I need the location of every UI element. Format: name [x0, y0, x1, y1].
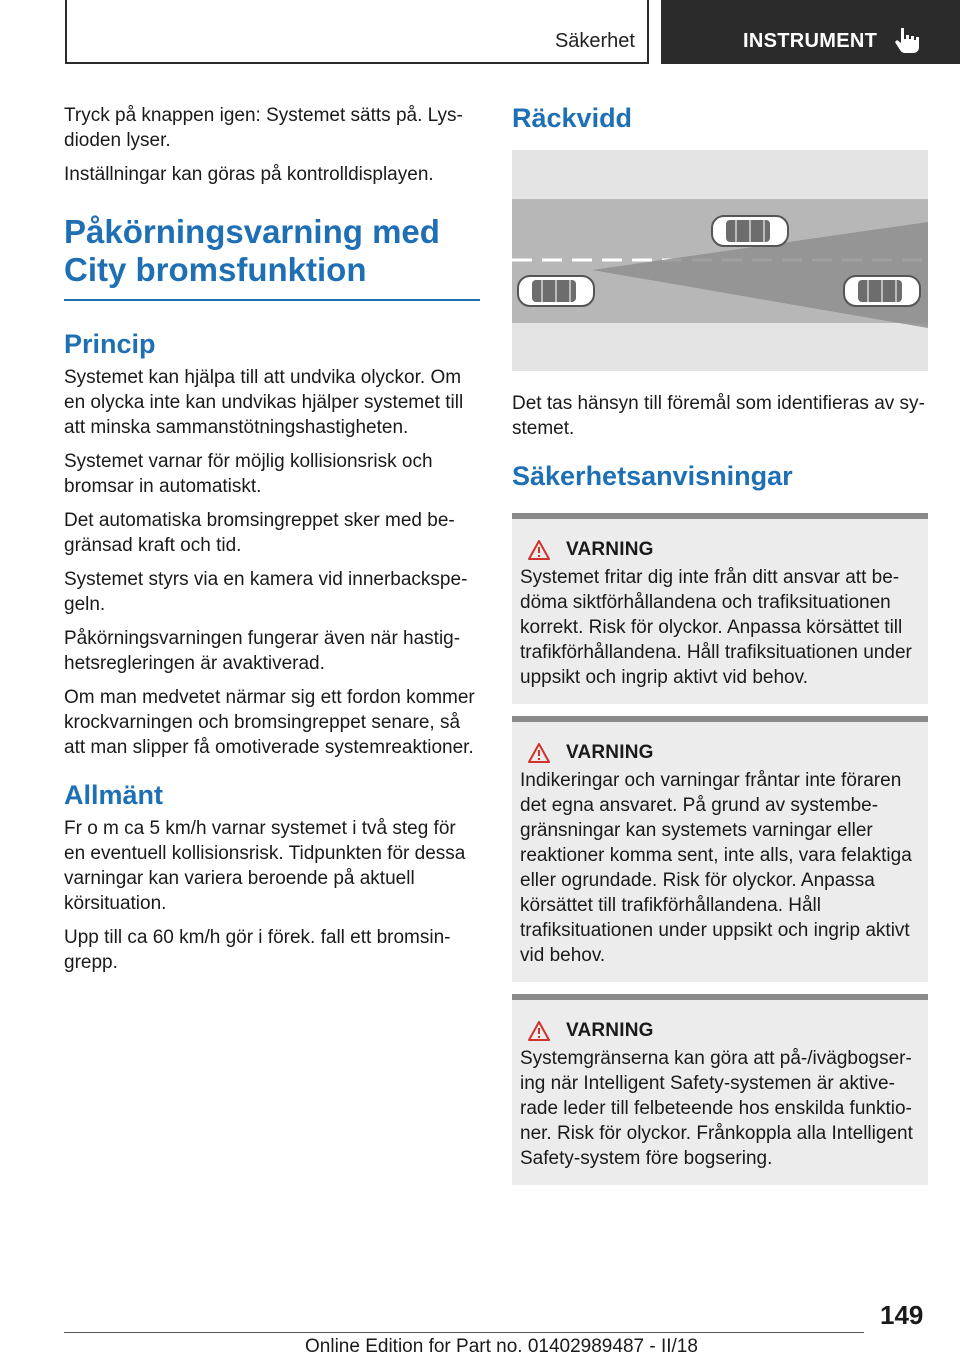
left-column [64, 103, 480, 984]
intro-paragraph: Inställningar kan göras på kontrolldisplayen. [64, 164, 434, 185]
illustration-caption: Det tas hänsyn till föremål som identifieras av systemet. [512, 393, 925, 439]
warning-box [512, 994, 928, 1185]
car-ego [518, 276, 594, 306]
page-number: 149 [880, 1300, 924, 1330]
warning-label: VARNING [566, 539, 654, 560]
car-oncoming [712, 216, 788, 246]
warning-triangle-icon [528, 540, 550, 560]
chapter-title: Påkörningsvarning med City bromsfunktion [64, 213, 440, 288]
footer-edition: Online Edition for Part no. 01402989487 - II/18 [305, 1336, 698, 1357]
princip-paragraph: Systemet kan hjälpa till att undvika olyckor. Om en olycka inte kan undvikas hjälper systemet till att minska sammanstötningshastigheten. [64, 367, 464, 438]
warning-text: Indikeringar och varningar fråntar inte föraren det egna ansvaret. På grund av systembegränsningar kan systemets varningar eller reaktioner komma sent, inte alls, vara felaktiga eller ogrundade. Risk för olyckor. Anpassa körsättet till trafikförhållandena. Håll trafiksituationen under uppsikt och ingrip aktivt vid behov. [520, 770, 912, 966]
warning-text: Systemgränserna kan göra att på-/ivägbogsering när Intelligent Safety-systemen är aktiverade leder till felbeteende hos enskilda funktioner. Risk för olyckor. Frånkoppla alla Intelligent Safety-system före bogsering. [520, 1048, 913, 1169]
princip-paragraph: Påkörningsvarningen fungerar även när hastighetsregleringen är avaktiverad. [64, 628, 461, 674]
warning-box [512, 716, 928, 982]
section-tab-label: Säkerhet [554, 30, 635, 52]
intro-paragraph: Tryck på knappen igen: Systemet sätts på. Lysdioden lyser. [64, 105, 463, 151]
car-ahead [844, 276, 920, 306]
rackvidd-heading: Räckvidd [512, 103, 633, 133]
range-illustration [512, 150, 928, 371]
warning-triangle-icon [528, 1021, 550, 1041]
princip-paragraph: Om man medvetet närmar sig ett fordon kommer krockvarningen och bromsingreppet senare, så att man slipper få omotiverade systemreaktioner. [64, 687, 475, 758]
princip-paragraph: Systemet varnar för möjlig kollisionsrisk och bromsar in automatiskt. [64, 451, 433, 497]
section-tab[interactable] [65, 0, 649, 64]
road-range-diagram [512, 150, 928, 371]
allmant-heading: Allmänt [64, 780, 164, 810]
warning-label: VARNING [566, 1020, 654, 1041]
warning-text: Systemet fritar dig inte från ditt ansvar att bedöma siktförhållandena och trafiksituationen korrekt. Risk för olyckor. Anpassa körsättet till trafikförhållandena. Håll trafiksituationen under uppsikt och ingrip aktivt vid behov. [520, 567, 912, 688]
chapter-tab-label: INSTRUMENT [743, 30, 878, 52]
right-column [512, 103, 928, 1197]
princip-paragraph: Systemet styrs via en kamera vid innerbackspegeln. [64, 569, 468, 615]
safety-heading: Säkerhetsanvisningar [512, 461, 793, 491]
princip-paragraph: Det automatiska bromsingreppet sker med begränsad kraft och tid. [64, 510, 455, 556]
warning-box [512, 513, 928, 704]
allmant-paragraph: Upp till ca 60 km/h gör i förek. fall ett bromsingrepp. [64, 927, 451, 973]
allmant-paragraph: Fr o m ca 5 km/h varnar systemet i två steg för en eventuell kollisionsrisk. Tidpunkten för dessa varningar kan variera beroende på aktuell körsituation. [64, 818, 466, 914]
chapter-title-rule [64, 299, 480, 301]
warning-label: VARNING [566, 742, 654, 763]
princip-heading: Princip [64, 329, 156, 359]
warning-triangle-icon [528, 743, 550, 763]
footer-rule [64, 1332, 864, 1333]
pointing-hand-icon [894, 26, 920, 54]
